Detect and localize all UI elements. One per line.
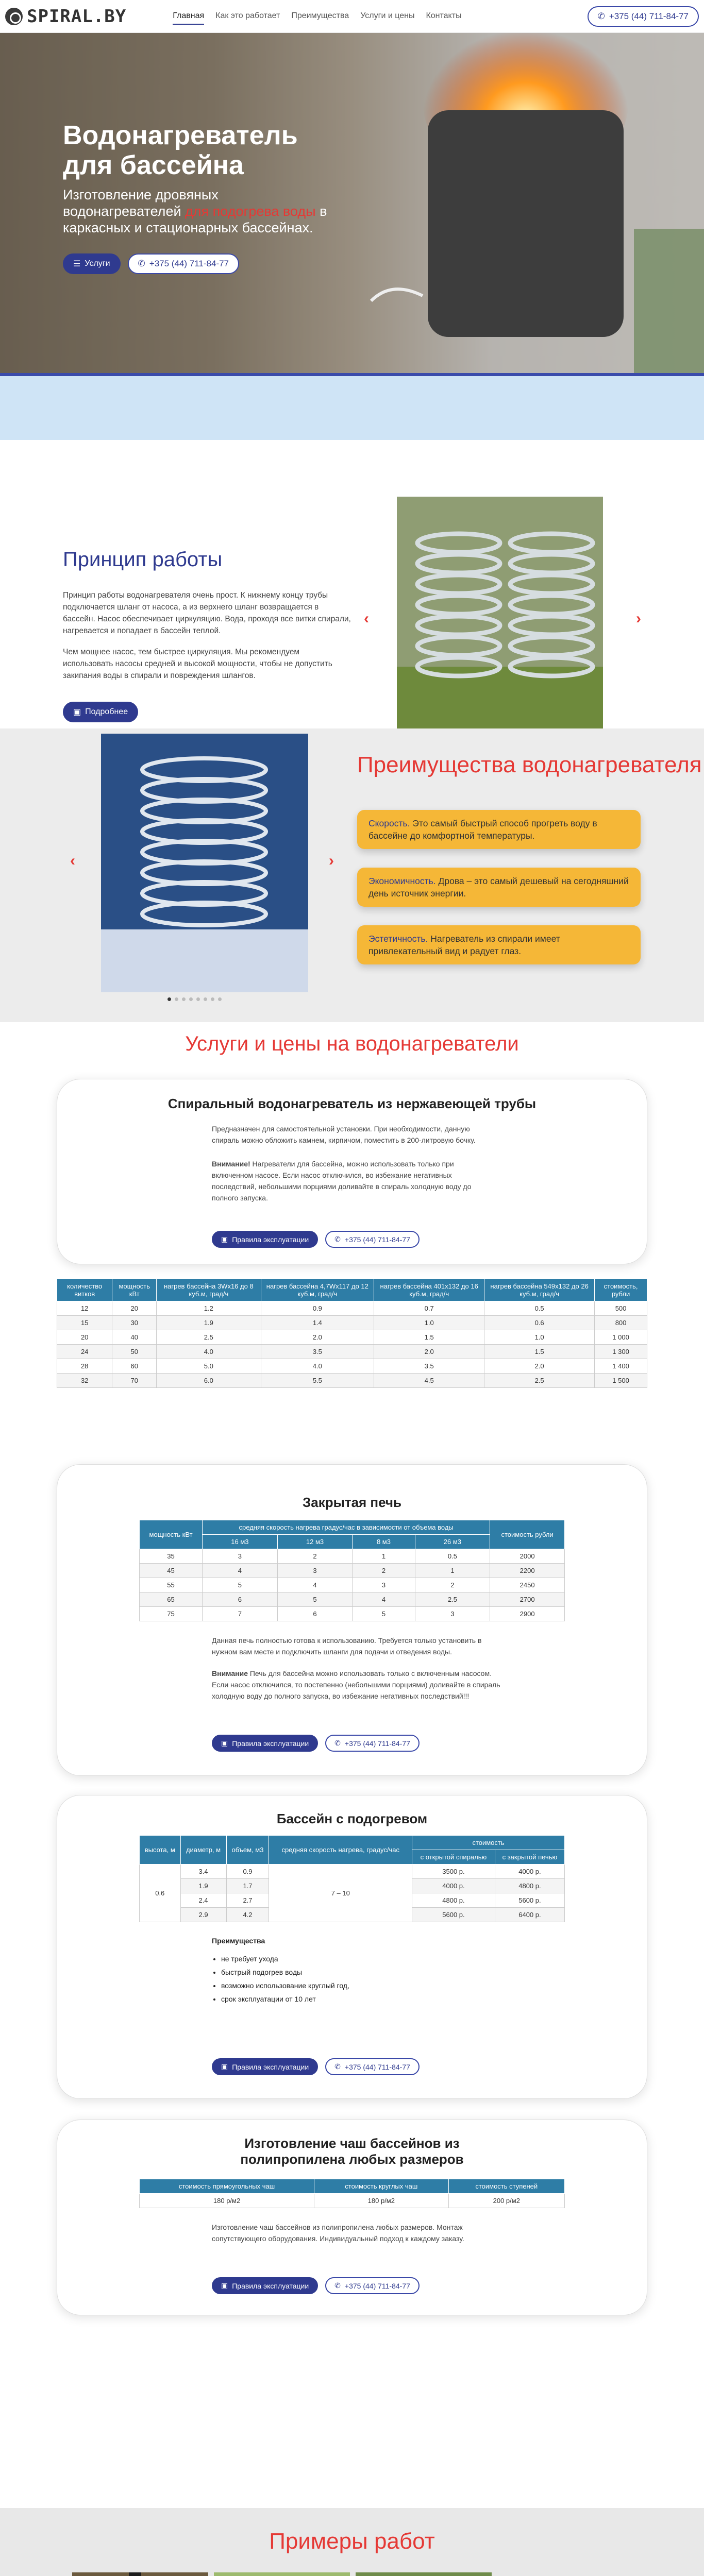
rules-button[interactable] [212,2277,318,2294]
table-cell: 2 [277,1549,353,1564]
table-subheader: 26 м3 [415,1535,490,1549]
table-cell: 500 [595,1301,647,1316]
example-photo[interactable] [72,2572,208,2576]
advantage-name: Эстетичность. [368,934,428,944]
list-icon: ☰ [73,260,81,268]
phone-label: +375 (44) 711-84-77 [344,2281,410,2290]
advantage-card [357,810,641,849]
principle-paragraph: Чем мощнее насос, тем быстрее циркуляция. Мы рекомендуем использовать насосы средней и высокой мощности, чтобы не допустить закипания воды в спирали и повреждения шлангов. [63,648,332,680]
table-cell: 24 [57,1345,112,1359]
table-cell: 2900 [490,1607,565,1621]
table-header: нагрев бассейна 4,7Wx117 до 12 куб.м, град/ч [261,1279,374,1301]
rules-label: Правила эксплуатации [232,1235,309,1244]
table-cell: 1.9 [157,1316,261,1330]
spiral-price-table [57,1279,647,1388]
table-cell: 1.5 [374,1330,484,1345]
table-cell: 2.9 [180,1908,226,1922]
table-cell: 1 300 [595,1345,647,1359]
nav-advantages[interactable]: Преимущества [291,11,349,20]
example-photo[interactable] [214,2572,350,2576]
table-cell: 1 [415,1564,490,1578]
advantages-slider[interactable] [101,734,308,992]
table-row [140,1865,565,1879]
warning-text: Печь для бассейна можно использовать только с включенным насосом. Если насос отключился, то постепенно (небольшими порциями) доливайте в спираль холодную воду до полного запуска, во избежание негативных последствий!!! [212,1669,500,1700]
table-header: объем, м3 [226,1836,269,1865]
table-cell: 50 [112,1345,157,1359]
table-cell: 2.5 [484,1374,595,1388]
book-icon: ▣ [221,1235,228,1243]
table-cell: 70 [112,1374,157,1388]
table-header: стоимость рубли [490,1520,565,1549]
advantage-card [357,925,641,964]
slider-next-icon[interactable]: › [636,610,641,627]
advantages-section [0,728,704,1022]
advantage-text: Это самый быстрый способ прогреть воду в бассейне до комфортной температуры. [368,818,597,841]
table-cell: 20 [57,1330,112,1345]
table-cell: 2.0 [261,1330,374,1345]
table-cell: 5 [203,1578,278,1592]
phone-icon: ✆ [334,2062,341,2071]
table-cell: 1.9 [180,1879,226,1893]
table-cell: 5.0 [157,1359,261,1374]
table-cell: 0.7 [374,1301,484,1316]
table-cell: 1 400 [595,1359,647,1374]
advantage-text: Дрова – это самый дешевый на сегодняшний день источник энергии. [368,876,629,899]
table-cell: 4.0 [157,1345,261,1359]
phone-button[interactable] [325,1735,420,1752]
bowls-price-table [139,2179,565,2208]
table-cell: 5600 р. [412,1908,495,1922]
warning-label: Внимание! [212,1160,250,1168]
advantage-item: • возможно использование круглый год, [221,1979,647,1992]
table-header: нагрев бассейна 3Wx16 до 8 куб.м, град/ч [157,1279,261,1301]
phone-icon: ✆ [334,1739,341,1747]
table-header: количество витков [57,1279,112,1301]
advantage-text: Нагреватель из спирали имеет привлекательный вид и радует глаз. [368,934,560,956]
table-cell: 5 [277,1592,353,1607]
table-cell: 45 [140,1564,203,1578]
advantage-name: Экономичность. [368,876,436,886]
table-row [140,1607,565,1621]
table-header: нагрев бассейна 549х132 до 26 куб.м, град/ч [484,1279,595,1301]
logo-text: SPIRAL.BY [27,6,127,27]
table-cell: 4.2 [226,1908,269,1922]
service-card-title: Спиральный водонагреватель из нержавеющей трубы [167,1096,537,1111]
phone-button[interactable] [325,2277,420,2294]
table-cell: 7 – 10 [269,1865,412,1922]
table-cell: 0.6 [484,1316,595,1330]
phone-icon: ✆ [334,1235,341,1243]
principle-paragraph: Принцип работы водонагревателя очень прост. К нижнему концу трубы подключается шланг от насоса, а из верхнего шланг возвращается в бассейн. Насос обеспечивает циркуляцию. Вода, проходя все витки спирали, нагревается и попадает в бассейн теплой. [63,591,351,635]
services-title: Услуги и цены на водонагреватели [185,1032,519,1055]
principle-more-label: Подробнее [85,707,128,716]
table-cell: 1 500 [595,1374,647,1388]
table-cell: 6 [203,1592,278,1607]
table-row [140,1578,565,1592]
service-card-pool-bowls [57,2120,647,2315]
table-header: мощность кВт [112,1279,157,1301]
table-row [57,1316,647,1330]
service-card-closed-stove [57,1464,647,1776]
table-cell: 3 [415,1607,490,1621]
phone-button[interactable] [325,2058,420,2075]
rules-label: Правила эксплуатации [232,2062,309,2071]
service-card-title: Бассейн с подогревом [276,1811,428,1826]
table-cell: 180 р/м2 [314,2194,448,2208]
table-cell: 28 [57,1359,112,1374]
table-cell: 4 [203,1564,278,1578]
table-cell: 2.4 [180,1893,226,1908]
table-cell: 12 [57,1301,112,1316]
table-subheader: с закрытой печью [495,1850,564,1865]
hero-phone-label: +375 (44) 711-84-77 [149,259,229,268]
table-cell: 3.5 [374,1359,484,1374]
nav-contacts[interactable]: Контакты [426,11,462,20]
stove-price-table [139,1520,565,1621]
table-header: средняя скорость нагрева градус/час в зависимости от объема воды [203,1520,490,1535]
phone-icon: ✆ [334,2281,341,2290]
phone-button[interactable] [325,1231,420,1248]
table-cell: 6.0 [157,1374,261,1388]
table-cell: 55 [140,1578,203,1592]
table-row [57,1301,647,1316]
table-cell: 2.0 [374,1345,484,1359]
table-cell: 2.5 [157,1330,261,1345]
header-phone-button[interactable] [588,6,699,27]
advantage-item: • быстрый подогрев воды [221,1965,647,1979]
main-nav [173,8,461,25]
slider-prev-icon[interactable]: ‹ [70,852,75,869]
table-cell: 40 [112,1330,157,1345]
table-subheader: 8 м3 [353,1535,415,1549]
table-cell: 3 [277,1564,353,1578]
book-icon: ▣ [221,2062,228,2071]
table-subheader: с открытой спиралью [412,1850,495,1865]
service-description: Предназначен для самостоятельной установки. При необходимости, данную спираль можно обложить камнем, кирпичом, поместить в 200-литровую бочку. [212,1125,476,1144]
rules-label: Правила эксплуатации [232,1739,309,1748]
table-cell: 65 [140,1592,203,1607]
table-row [140,1564,565,1578]
rules-label: Правила эксплуатации [232,2281,309,2290]
hero-title: Водонагреватель для бассейна [63,121,298,180]
principle-text [63,589,351,691]
table-cell: 1.7 [226,1879,269,1893]
service-card-heated-pool [57,1795,647,2099]
table-cell: 180 р/м2 [140,2194,314,2208]
principle-title: Принцип работы [63,548,223,571]
service-card-title: Закрытая печь [302,1495,402,1510]
advantages-title: Преимущества водонагревателя [357,752,702,777]
table-cell: 4800 р. [495,1879,564,1893]
example-photo[interactable] [356,2572,492,2576]
principle-section [0,440,704,728]
table-cell: 0.9 [226,1865,269,1879]
table-header: стоимость ступеней [448,2179,564,2194]
winter-coil-photo [101,734,308,992]
table-row [57,1359,647,1374]
table-cell: 30 [112,1316,157,1330]
table-cell: 1.0 [484,1330,595,1345]
table-cell: 3 [353,1578,415,1592]
service-card-title: Изготовление чаш бассейнов из полипропилена любых размеров [240,2136,464,2167]
table-cell: 1 [353,1549,415,1564]
table-cell: 4.5 [374,1374,484,1388]
slider-next-icon[interactable]: › [329,852,334,869]
service-description: Данная печь полностью готова к использованию. Требуется только установить в нужном вам месте и подключить шланги для подачи и отведения воды. [212,1636,482,1656]
table-cell: 2700 [490,1592,565,1607]
examples-section [0,2508,704,2576]
book-icon: ▣ [221,1739,228,1747]
warning-label: Внимание [212,1669,248,1677]
table-cell: 4000 р. [412,1879,495,1893]
table-cell: 2.0 [484,1359,595,1374]
advantage-card [357,868,641,907]
table-cell: 5600 р. [495,1893,564,1908]
hero-subtitle-highlight: для подогрева воды [185,204,316,219]
table-row [57,1330,647,1345]
table-cell: 35 [140,1549,203,1564]
phone-label: +375 (44) 711-84-77 [344,1739,410,1748]
stove-photo [72,2572,208,2576]
table-cell: 1.0 [374,1316,484,1330]
hero-services-label: Услуги [85,259,110,268]
hero-phone-button[interactable] [128,253,239,274]
table-cell: 2450 [490,1578,565,1592]
table-cell: 2.7 [226,1893,269,1908]
rules-button[interactable] [212,1735,318,1752]
table-header: высота, м [140,1836,181,1865]
table-header: диаметр, м [180,1836,226,1865]
table-cell: 0.5 [415,1549,490,1564]
table-header: стоимость прямоугольных чаш [140,2179,314,2194]
logo-icon [5,8,23,25]
services-section [0,1022,704,2470]
table-cell: 5 [353,1607,415,1621]
table-cell: 20 [112,1301,157,1316]
table-header: мощность кВт [140,1520,203,1549]
table-cell: 200 р/м2 [448,2194,564,2208]
pool-coil-photo [214,2572,350,2576]
pool-advantages [212,1937,647,2006]
table-subheader: 12 м3 [277,1535,353,1549]
table-cell: 3500 р. [412,1865,495,1879]
table-cell: 7 [203,1607,278,1621]
table-cell: 4000 р. [495,1865,564,1879]
table-cell: 15 [57,1316,112,1330]
table-header: стоимость, рубли [595,1279,647,1301]
table-cell: 3.4 [180,1865,226,1879]
hero-subtitle-part: Изготовление дровяных водонагревателей [63,187,219,219]
site-header [0,0,704,33]
hero-services-button[interactable] [63,253,121,274]
table-row [57,1374,647,1388]
phone-icon: ✆ [138,259,145,268]
pool-price-table [139,1835,565,1922]
phone-icon: ✆ [597,11,605,21]
service-card-spiral [57,1079,647,1264]
wave-divider [0,373,704,440]
table-header: стоимость круглых чаш [314,2179,448,2194]
rules-button[interactable] [212,2058,318,2075]
advantage-item: • не требует ухода [221,1952,647,1965]
slider-dots[interactable] [167,997,222,1001]
table-cell: 800 [595,1316,647,1330]
examples-title: Примеры работ [269,2529,435,2554]
table-cell: 5.5 [261,1374,374,1388]
book-icon: ▣ [221,2281,228,2290]
nav-services[interactable]: Услуги и цены [360,11,415,20]
table-cell: 32 [57,1374,112,1388]
advantage-name: Скорость. [368,818,410,828]
table-cell: 0.9 [261,1301,374,1316]
table-cell: 4 [277,1578,353,1592]
table-cell: 6400 р. [495,1908,564,1922]
table-cell: 0.6 [140,1865,181,1922]
table-row [57,1345,647,1359]
table-cell: 2000 [490,1549,565,1564]
principle-slider[interactable] [397,497,603,754]
nav-home[interactable]: Главная [173,8,204,25]
table-header: стоимость [412,1836,565,1850]
table-cell: 2 [415,1578,490,1592]
slider-prev-icon[interactable]: ‹ [364,610,369,627]
table-cell: 75 [140,1607,203,1621]
table-cell: 2 [353,1564,415,1578]
table-cell: 4 [353,1592,415,1607]
table-cell: 6 [277,1607,353,1621]
phone-label: +375 (44) 711-84-77 [344,2062,410,2071]
nav-how-it-works[interactable]: Как это работает [215,11,280,20]
book-icon: ▣ [73,708,81,717]
table-row [140,1592,565,1607]
table-cell: 60 [112,1359,157,1374]
header-phone-text: +375 (44) 711-84-77 [609,11,689,21]
table-cell: 1.4 [261,1316,374,1330]
hero-section [0,33,704,373]
table-cell: 2200 [490,1564,565,1578]
table-row [140,1549,565,1564]
hero-subtitle-part: в каркасных и стационарных бассейнах. [63,204,327,235]
table-cell: 3.5 [261,1345,374,1359]
advantage-item: • срок эксплуатации от 10 лет [221,1992,647,2006]
coils-photo [397,497,603,754]
table-cell: 4800 р. [412,1893,495,1908]
table-header: средняя скорость нагрева, градус/час [269,1836,412,1865]
table-cell: 1.5 [484,1345,595,1359]
advantages-subtitle: Преимущества [212,1937,265,1945]
pool-bowl-photo [356,2572,492,2576]
rules-button[interactable] [212,1231,318,1248]
principle-more-button[interactable] [63,702,138,722]
table-subheader: 16 м3 [203,1535,278,1549]
table-cell: 1.2 [157,1301,261,1316]
table-cell: 4.0 [261,1359,374,1374]
table-header: нагрев бассейна 401х132 до 16 куб.м, град/ч [374,1279,484,1301]
service-description: Изготовление чаш бассейнов из полипропилена любых размеров. Монтаж сопутствующего оборудования. Индивидуальный подход к каждому заказу. [212,2223,464,2243]
hero-subtitle [63,187,331,236]
warning-text: Нагреватели для бассейна, можно использовать только при включенном насосе. Если насос отключился, во избежание негативных последствий, небольшими порциями доливайте в спираль холодную воду до полного запуска. [212,1160,472,1202]
table-cell: 1 000 [595,1330,647,1345]
table-cell: 0.5 [484,1301,595,1316]
logo[interactable] [5,6,126,27]
table-cell: 2.5 [415,1592,490,1607]
phone-label: +375 (44) 711-84-77 [344,1235,410,1244]
table-cell: 3 [203,1549,278,1564]
